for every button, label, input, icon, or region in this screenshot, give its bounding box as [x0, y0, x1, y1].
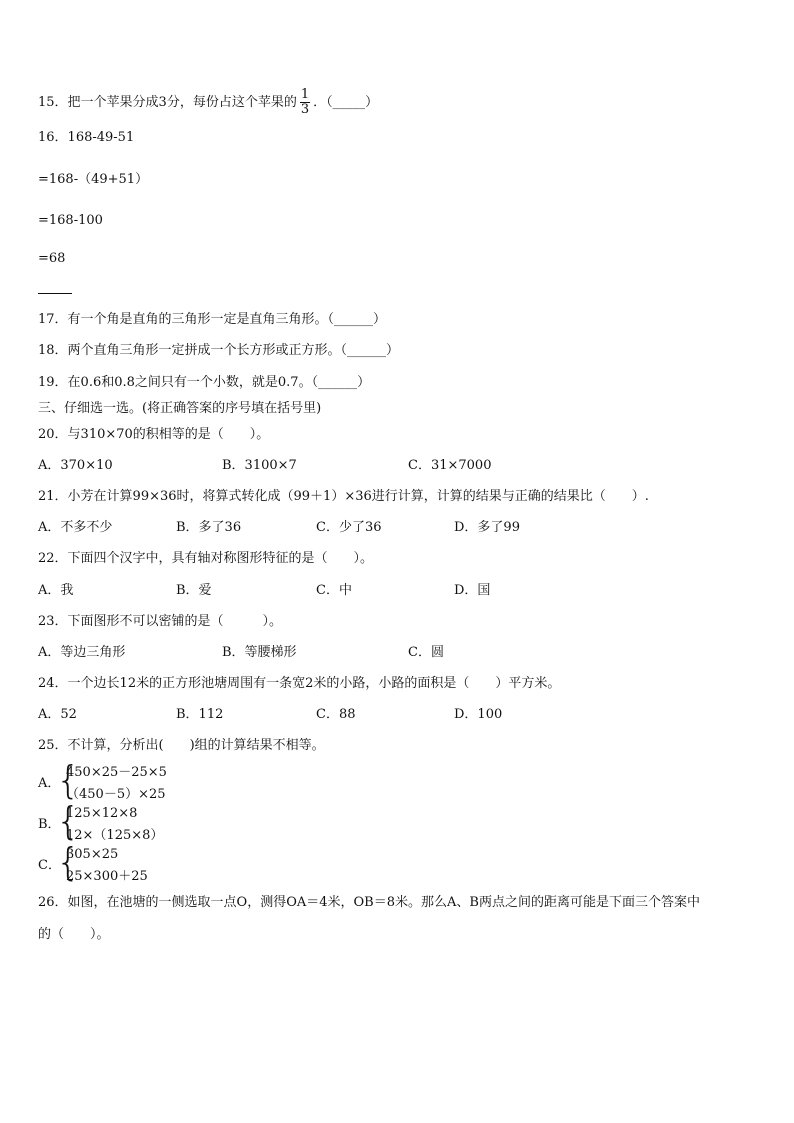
section-3-heading: 三、仔细选一选。(将正确答案的序号填在括号里): [38, 401, 322, 416]
question-22-option-c: C．中: [316, 583, 352, 598]
question-23-stem: 23．下面图形不可以密铺的是（ ）。: [38, 614, 283, 629]
question-23-option-b: B．等腰梯形: [222, 645, 297, 660]
question-21-option-d: D．多了99: [454, 520, 520, 535]
question-25-option-c-bottom: 25×300＋25: [66, 869, 148, 884]
fraction-denominator: 3: [300, 102, 310, 117]
question-25-option-b-bottom: 12×（125×8）: [66, 828, 164, 843]
question-25-option-a-top: 450×25－25×5: [66, 765, 167, 780]
question-16-line-3: =168-100: [38, 213, 103, 228]
question-25-option-c-label: C．: [38, 858, 61, 873]
question-16-answer-line: [38, 293, 72, 294]
question-25-stem: 25．不计算，分析出( )组的计算结果不相等。: [38, 738, 325, 753]
left-brace-icon: {: [56, 758, 81, 802]
question-24-option-c: C．88: [316, 707, 356, 722]
question-25-option-b-label: B．: [38, 817, 61, 832]
question-23-option-a: A．等边三角形: [38, 645, 126, 660]
question-17: 17．有一个角是直角的三角形一定是直角三角形。（______）: [38, 312, 387, 327]
question-25-option-b-top: 125×12×8: [66, 806, 138, 821]
question-26-line-2: 的（ ）。: [38, 927, 110, 942]
question-24-option-a: A．52: [38, 707, 77, 722]
question-25-option-c-top: 305×25: [66, 847, 119, 862]
question-20-option-a: A．370×10: [38, 458, 113, 473]
question-16-line-2: =168-（49+51）: [38, 172, 149, 187]
question-21-option-a: A．不多不少: [38, 520, 113, 535]
question-26-line-1: 26．如图，在池塘的一侧选取一点O，测得OA＝4米，OB＝8米。那么A、B两点之间的距离可能是下面三个答案中: [38, 895, 700, 910]
left-brace-icon: {: [56, 799, 81, 843]
question-21-option-b: B．多了36: [176, 520, 242, 535]
left-brace-icon: {: [56, 840, 81, 884]
question-22-option-b: B．爱: [176, 583, 212, 598]
question-22-stem: 22．下面四个汉字中，具有轴对称图形特征的是（ ）。: [38, 551, 374, 566]
question-18: 18．两个直角三角形一定拼成一个长方形或正方形。（______）: [38, 343, 400, 358]
question-16-line-4: =68: [38, 251, 66, 266]
question-25-option-a-bottom: （450－5）×25: [66, 787, 166, 802]
question-23-option-c: C．圆: [408, 645, 444, 660]
question-24-option-d: D．100: [454, 707, 503, 722]
question-22-option-a: A．我: [38, 583, 74, 598]
question-25-option-a-label: A．: [38, 776, 61, 791]
question-24-stem: 24．一个边长12米的正方形池塘周围有一条宽2米的小路，小路的面积是（ ）平方米。: [38, 676, 561, 691]
question-15: [38, 88, 378, 117]
fraction-numerator: 1: [300, 87, 310, 102]
question-15-answer-blank: ．（_____）: [313, 95, 379, 110]
fraction-one-third: [300, 88, 310, 117]
question-20-option-b: B．3100×7: [222, 458, 297, 473]
question-21-stem: 21．小芳在计算99×36时，将算式转化成（99＋1）×36进行计算，计算的结果与正确的结果比（ ）.: [38, 489, 649, 504]
question-24-option-b: B．112: [176, 707, 224, 722]
question-16-line-1: 16．168-49-51: [38, 130, 135, 145]
question-20-option-c: C．31×7000: [408, 458, 492, 473]
question-15-text: 15．把一个苹果分成3分，每份占这个苹果的: [38, 95, 297, 110]
question-20-stem: 20．与310×70的积相等的是（ ）。: [38, 427, 270, 442]
question-22-option-d: D．国: [454, 583, 491, 598]
question-19: 19．在0.6和0.8之间只有一个小数，就是0.7。（______）: [38, 375, 371, 390]
question-21-option-c: C．少了36: [316, 520, 382, 535]
